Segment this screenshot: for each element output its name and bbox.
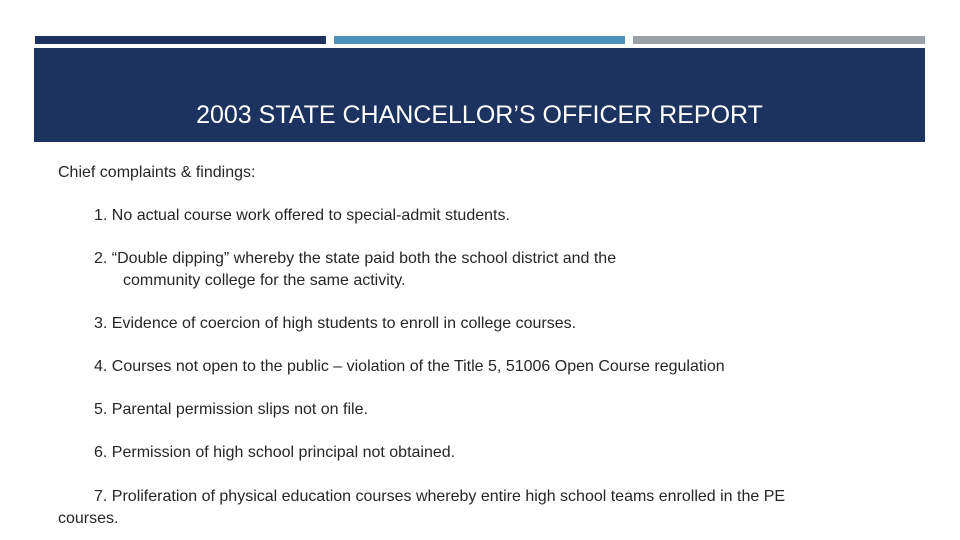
accent-bar-gray: [633, 36, 925, 44]
finding-7-cont: courses.: [58, 510, 119, 527]
accent-bar-blue: [334, 36, 625, 44]
finding-3: 3. Evidence of coercion of high students to enroll in college courses.: [94, 315, 577, 332]
finding-2-cont: community college for the same activity.: [123, 272, 406, 289]
finding-4: 4. Courses not open to the public – violation of the Title 5, 51006 Open Course regulation: [94, 358, 725, 375]
finding-7: 7. Proliferation of physical education courses whereby entire high school teams enrolled in the PE: [94, 488, 786, 505]
slide-title: 2003 STATE CHANCELLOR’S OFFICER REPORT: [196, 101, 763, 129]
accent-bar-navy: [35, 36, 326, 44]
finding-5: 5. Parental permission slips not on file.: [94, 401, 368, 418]
finding-6: 6. Permission of high school principal not obtained.: [94, 444, 456, 461]
intro-text: Chief complaints & findings:: [58, 164, 256, 181]
finding-1: 1. No actual course work offered to special-admit students.: [94, 207, 510, 224]
finding-2: 2. “Double dipping” whereby the state paid both the school district and the: [94, 250, 617, 267]
title-banner: [34, 48, 925, 142]
